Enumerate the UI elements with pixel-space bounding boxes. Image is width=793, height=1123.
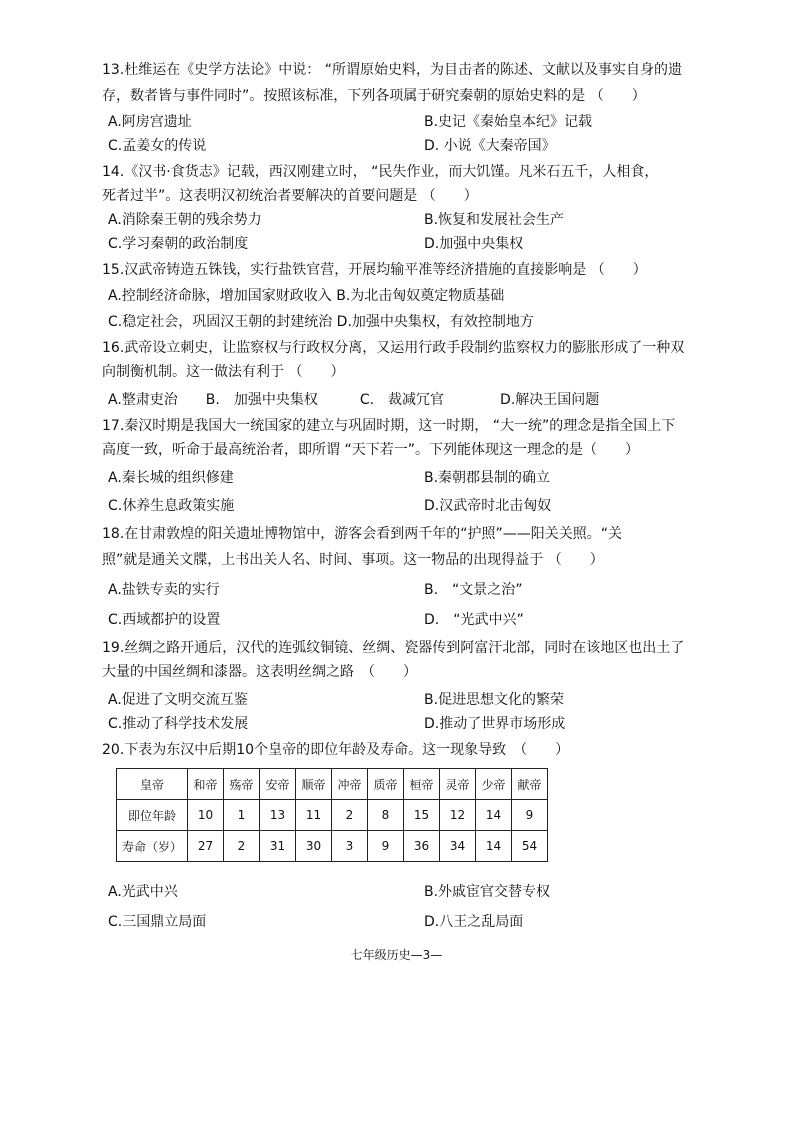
page-footer: 七年级历史—3— [350, 948, 443, 962]
table-cell: 54 [512, 831, 548, 862]
q13-stem-line-1: 13.杜维运在《史学方法论》中说： “所谓原始史料，为目击者的陈述、文献以及事实自身的遗 [102, 62, 682, 78]
q17-option-a: A.秦长城的组织修建 [108, 470, 234, 486]
table-cell: 9 [368, 831, 404, 862]
q17-option-c: C.休养生息政策实施 [108, 498, 235, 514]
table-header-cell: 安帝 [260, 769, 296, 800]
table-cell: 36 [404, 831, 440, 862]
table-cell: 15 [404, 800, 440, 831]
table-cell: 14 [476, 831, 512, 862]
table-cell: 3 [332, 831, 368, 862]
q20-stem-line-1: 20.下表为东汉中后期10个皇帝的即位年龄及寿命。这一现象导致 （ ） [102, 742, 570, 758]
q15-option-ab: A.控制经济命脉，增加国家财政收入 B.为北击匈奴奠定物质基础 [108, 288, 505, 304]
table-header-cell: 顺帝 [296, 769, 332, 800]
q14-option-c: C.学习秦朝的政治制度 [108, 236, 249, 252]
table-cell: 11 [296, 800, 332, 831]
q14-option-b: B.恢复和发展社会生产 [424, 212, 565, 228]
q18-stem-line-2: 照”就是通关文牒，上书出关人名、时间、事项。这一物品的出现得益于 （ ） [102, 552, 604, 568]
q19-option-b: B.促进思想文化的繁荣 [424, 692, 565, 708]
table-cell: 2 [332, 800, 368, 831]
q14-stem-line-1: 14.《汉书·食货志》记载，西汉刚建立时， “民失作业，而大饥馑。凡米石五千，人相食， [102, 164, 659, 180]
table-row [117, 800, 548, 831]
q15-option-cd: C.稳定社会，巩固汉王朝的封建统治 D.加强中央集权，有效控制地方 [108, 314, 534, 330]
table-cell: 31 [260, 831, 296, 862]
table-cell: 12 [440, 800, 476, 831]
q18-option-d: D. “光武中兴” [424, 612, 524, 628]
q18-option-b: B. “文景之治” [424, 582, 523, 598]
q19-option-a: A.促进了文明交流互鉴 [108, 692, 248, 708]
table-header-cell: 皇帝 [117, 769, 188, 800]
q19-stem-line-1: 19.丝绸之路开通后，汉代的连弧纹铜镜、丝绸、瓷器传到阿富汗北部，同时在该地区也出土了 [102, 640, 685, 656]
table-header-cell: 殇帝 [224, 769, 260, 800]
table-cell: 8 [368, 800, 404, 831]
q17-stem-line-2: 高度一致，听命于最高统治者，即所谓 “天下若一”。下列能体现这一理念的是（ ） [102, 442, 639, 458]
q20-option-b: B.外戚宦官交替专权 [424, 884, 551, 900]
q20-option-d: D.八王之乱局面 [424, 914, 524, 930]
table-cell: 10 [188, 800, 224, 831]
table-cell: 即位年龄 [117, 800, 188, 831]
q17-option-d: D.汉武帝时北击匈奴 [424, 498, 552, 514]
q18-stem-line-1: 18.在甘肃敦煌的阳关遗址博物馆中，游客会看到两千年的“护照”——阳关关照。“关 [102, 526, 623, 542]
q16-stem-line-1: 16.武帝设立刺史，让监察权与行政权分离，又运用行政手段制约监察权力的膨胀形成了一种双 [102, 340, 685, 356]
table-cell: 9 [512, 800, 548, 831]
q20-option-a: A.光武中兴 [108, 884, 178, 900]
table-row [117, 831, 548, 862]
table-header-cell: 冲帝 [332, 769, 368, 800]
table-cell: 1 [224, 800, 260, 831]
table-cell: 2 [224, 831, 260, 862]
q16-stem-line-2: 向制衡机制。这一做法有利于 （ ） [102, 364, 345, 380]
table-header-row [117, 769, 548, 800]
table-header-cell: 质帝 [368, 769, 404, 800]
q13-stem-line-2: 存，数者皆与事件同时”。按照该标准，下列各项属于研究秦朝的原始史料的是 （ ） [102, 88, 646, 104]
q14-stem-line-2: 死者过半”。这表明汉初统治者要解决的首要问题是 （ ） [102, 188, 478, 204]
table-header-cell: 桓帝 [404, 769, 440, 800]
q19-option-c: C.推动了科学技术发展 [108, 716, 249, 732]
q20-option-c: C.三国鼎立局面 [108, 914, 207, 930]
table-cell: 13 [260, 800, 296, 831]
table-cell: 27 [188, 831, 224, 862]
table-header-cell: 少帝 [476, 769, 512, 800]
q19-stem-line-2: 大量的中国丝绸和漆器。这表明丝绸之路 （ ） [102, 664, 417, 680]
q18-option-a: A.盐铁专卖的实行 [108, 582, 220, 598]
q13-option-a: A.阿房宫遗址 [108, 114, 192, 130]
table-header-cell: 献帝 [512, 769, 548, 800]
q13-option-d: D. 小说《大秦帝国》 [424, 138, 556, 154]
emperor-age-table [116, 768, 548, 862]
table-cell: 寿命（岁） [117, 831, 188, 862]
table-header-cell: 和帝 [188, 769, 224, 800]
table-cell: 30 [296, 831, 332, 862]
q19-option-d: D.推动了世界市场形成 [424, 716, 566, 732]
q13-option-b: B.史记《秦始皇本纪》记载 [424, 114, 593, 130]
q16-options: A.整肃吏治 B. 加强中央集权 C. 裁减冗官 D.解决王国问题 [108, 392, 600, 408]
q14-option-d: D.加强中央集权 [424, 236, 524, 252]
q15-stem-line-1: 15.汉武帝铸造五铢钱，实行盐铁官营，开展均输平准等经济措施的直接影响是 （ ） [102, 262, 647, 278]
q17-option-b: B.秦朝郡县制的确立 [424, 470, 551, 486]
q18-option-c: C.西域都护的设置 [108, 612, 221, 628]
q14-option-a: A.消除秦王朝的残余势力 [108, 212, 262, 228]
table-header-cell: 灵帝 [440, 769, 476, 800]
table-cell: 14 [476, 800, 512, 831]
table-cell: 34 [440, 831, 476, 862]
q17-stem-line-1: 17.秦汉时期是我国大一统国家的建立与巩固时期，这一时期， “大一统”的理念是指全国上下 [102, 418, 676, 434]
q13-option-c: C.孟姜女的传说 [108, 138, 207, 154]
